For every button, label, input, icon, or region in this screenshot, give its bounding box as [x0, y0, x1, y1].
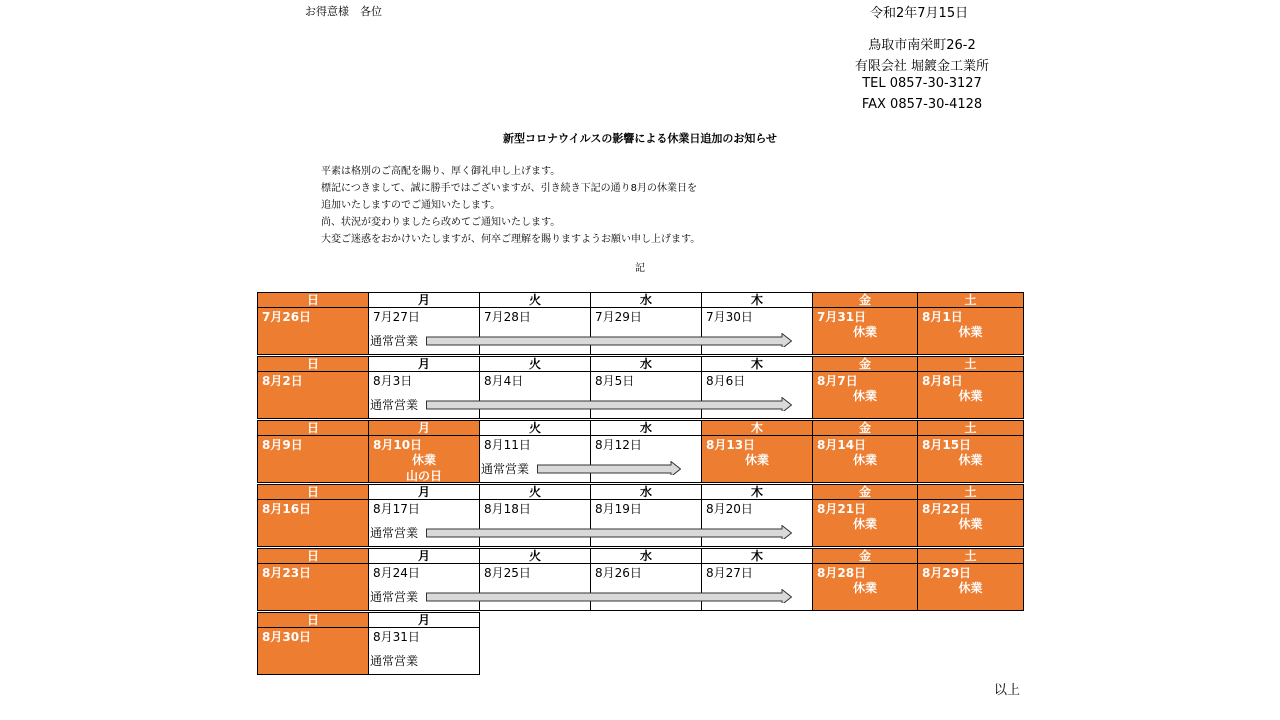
- closed-status: 休業: [958, 517, 983, 531]
- day-date: 8月13日: [706, 438, 756, 452]
- calendar-day-cell: [368, 435, 480, 483]
- weekday-header: 金: [812, 548, 918, 564]
- day-date: 8月30日: [262, 630, 312, 644]
- day-date: 8月10日: [373, 438, 423, 452]
- day-date: 8月26日: [595, 566, 642, 580]
- calendar-day-cell: [917, 563, 1024, 611]
- day-date: 8月7日: [817, 374, 858, 388]
- day-date: 7月27日: [373, 310, 420, 324]
- day-date: 8月20日: [706, 502, 753, 516]
- day-date: 8月2日: [262, 374, 303, 388]
- weekday-header: 水: [590, 484, 702, 500]
- calendar-day-cell: [479, 563, 591, 611]
- body-line: 大変ご迷惑をおかけいたしますが、何卒ご理解を賜りますようお願い申し上げます。: [321, 234, 701, 245]
- weekday-header: 日: [257, 612, 369, 628]
- business-arrow: [537, 461, 681, 475]
- body-line: 尚、状況が変わりましたら改めてご通知いたします。: [321, 217, 561, 228]
- weekday-header: 月: [368, 356, 480, 372]
- calendar-day-cell: [917, 499, 1024, 547]
- day-date: 8月6日: [706, 374, 746, 388]
- weekday-header: 日: [257, 420, 369, 436]
- normal-business-label: 通常営業: [370, 654, 419, 668]
- weekday-header: 火: [479, 292, 591, 308]
- calendar-day-cell: [701, 435, 813, 483]
- weekday-header: 金: [812, 484, 918, 500]
- weekday-header: 土: [917, 420, 1024, 436]
- day-date: 8月3日: [373, 374, 413, 388]
- closed-status: 休業: [852, 581, 877, 595]
- calendar-day-cell: [257, 627, 369, 675]
- day-date: 8月24日: [373, 566, 420, 580]
- day-date: 8月12日: [595, 438, 642, 452]
- day-date: 8月19日: [595, 502, 642, 516]
- calendar-day-cell: [701, 499, 813, 547]
- closed-status: 休業: [958, 389, 983, 403]
- closed-status: 休業: [958, 325, 983, 339]
- day-date: 8月27日: [706, 566, 753, 580]
- weekday-header: 火: [479, 420, 591, 436]
- day-date: 8月1日: [922, 310, 963, 324]
- business-arrow: [426, 333, 792, 347]
- calendar-day-cell: [479, 499, 591, 547]
- normal-business-label: 通常営業: [481, 462, 530, 476]
- weekday-header: 月: [368, 420, 480, 436]
- calendar-day-cell: [917, 307, 1024, 355]
- day-date: 8月29日: [922, 566, 972, 580]
- weekday-header: 水: [590, 420, 702, 436]
- calendar-day-cell: [812, 563, 918, 611]
- calendar-day-cell: [257, 371, 369, 419]
- normal-business-label: 通常営業: [370, 590, 419, 604]
- weekday-header: 金: [812, 292, 918, 308]
- business-arrow: [426, 589, 792, 603]
- calendar-day-cell: [257, 435, 369, 483]
- closed-status: 休業: [744, 453, 769, 467]
- business-arrow: [426, 525, 792, 539]
- day-date: 8月21日: [817, 502, 867, 516]
- body-line: 追加いたしますのでご通知いたします。: [321, 200, 501, 211]
- weekday-header: 日: [257, 292, 369, 308]
- notice-title: 新型コロナウイルスの影響による休業日追加のお知らせ: [502, 132, 777, 145]
- normal-business-label: 通常営業: [370, 526, 419, 540]
- normal-business-label: 通常営業: [370, 398, 419, 412]
- weekday-header: 木: [701, 420, 813, 436]
- closed-status: 休業: [411, 453, 436, 467]
- calendar-day-cell: [701, 563, 813, 611]
- day-date: 8月25日: [484, 566, 531, 580]
- closed-status: 休業: [958, 453, 983, 467]
- weekday-header: 土: [917, 356, 1024, 372]
- weekday-header: 木: [701, 356, 813, 372]
- body-line: 標記につきまして、誠に勝手ではございますが、引き続き下記の通り8月の休業日を: [321, 183, 697, 194]
- body-line: 平素は格別のご高配を賜り、厚く御礼申し上げます。: [321, 166, 561, 177]
- day-date: 8月31日: [373, 630, 420, 644]
- business-arrow: [426, 397, 792, 411]
- calendar-day-cell: [257, 499, 369, 547]
- closed-status: 休業: [852, 517, 877, 531]
- day-date: 7月29日: [595, 310, 642, 324]
- document-date: 令和2年7月15日: [870, 6, 969, 21]
- weekday-header: 火: [479, 356, 591, 372]
- calendar-day-cell: [917, 435, 1024, 483]
- day-date: 7月28日: [484, 310, 531, 324]
- weekday-header: 水: [590, 548, 702, 564]
- day-date: 8月5日: [595, 374, 635, 388]
- weekday-header: 金: [812, 356, 918, 372]
- day-date: 8月17日: [373, 502, 420, 516]
- closed-status: 休業: [852, 389, 877, 403]
- weekday-header: 月: [368, 548, 480, 564]
- day-date: 8月15日: [922, 438, 972, 452]
- sender-address: 鳥取市南栄町26-2: [868, 38, 976, 53]
- weekday-header: 火: [479, 484, 591, 500]
- sender-company: 有限会社 堀鍍金工業所: [854, 59, 990, 74]
- holiday-calendar: [257, 292, 1023, 678]
- day-date: 8月22日: [922, 502, 972, 516]
- calendar-day-cell: [590, 435, 702, 483]
- weekday-header: 日: [257, 548, 369, 564]
- calendar-day-cell: [590, 563, 702, 611]
- calendar-day-cell: [590, 307, 702, 355]
- weekday-header: 木: [701, 484, 813, 500]
- weekday-header: 水: [590, 292, 702, 308]
- calendar-day-cell: [701, 371, 813, 419]
- calendar-day-cell: [917, 371, 1024, 419]
- calendar-day-cell: [479, 307, 591, 355]
- calendar-day-cell: [812, 499, 918, 547]
- day-date: 8月8日: [922, 374, 963, 388]
- weekday-header: 水: [590, 356, 702, 372]
- weekday-header: 土: [917, 484, 1024, 500]
- calendar-day-cell: [257, 563, 369, 611]
- day-date: 8月28日: [817, 566, 867, 580]
- weekday-header: 日: [257, 484, 369, 500]
- day-date: 8月14日: [817, 438, 867, 452]
- weekday-header: 月: [368, 612, 480, 628]
- weekday-header: 木: [701, 548, 813, 564]
- weekday-header: 木: [701, 292, 813, 308]
- day-date: 8月4日: [484, 374, 524, 388]
- calendar-day-cell: [590, 371, 702, 419]
- sender-tel: TEL 0857-30-3127: [862, 76, 982, 91]
- weekday-header: 月: [368, 484, 480, 500]
- weekday-header: 日: [257, 356, 369, 372]
- closed-status: 休業: [852, 325, 877, 339]
- weekday-header: 月: [368, 292, 480, 308]
- closed-status: 休業: [852, 453, 877, 467]
- day-date: 7月31日: [817, 310, 867, 324]
- weekday-header: 火: [479, 548, 591, 564]
- day-date: 8月9日: [262, 438, 303, 452]
- day-date: 7月30日: [706, 310, 753, 324]
- day-date: 8月16日: [262, 502, 312, 516]
- day-date: 8月11日: [484, 438, 531, 452]
- calendar-day-cell: [812, 307, 918, 355]
- weekday-header: 金: [812, 420, 918, 436]
- calendar-day-cell: [590, 499, 702, 547]
- day-date: 7月26日: [262, 310, 312, 324]
- holiday-name: 山の日: [405, 469, 442, 483]
- weekday-header: 土: [917, 292, 1024, 308]
- day-date: 8月18日: [484, 502, 531, 516]
- closing-mark: 以上: [994, 683, 1021, 698]
- calendar-day-cell: [812, 371, 918, 419]
- closed-status: 休業: [958, 581, 983, 595]
- calendar-day-cell: [479, 371, 591, 419]
- recipient-line: お得意様 各位: [305, 5, 382, 18]
- normal-business-label: 通常営業: [370, 334, 419, 348]
- calendar-day-cell: [812, 435, 918, 483]
- ki-mark: 記: [635, 263, 645, 274]
- calendar-day-cell: [257, 307, 369, 355]
- sender-fax: FAX 0857-30-4128: [861, 97, 983, 112]
- day-date: 8月23日: [262, 566, 312, 580]
- calendar-day-cell: [701, 307, 813, 355]
- weekday-header: 土: [917, 548, 1024, 564]
